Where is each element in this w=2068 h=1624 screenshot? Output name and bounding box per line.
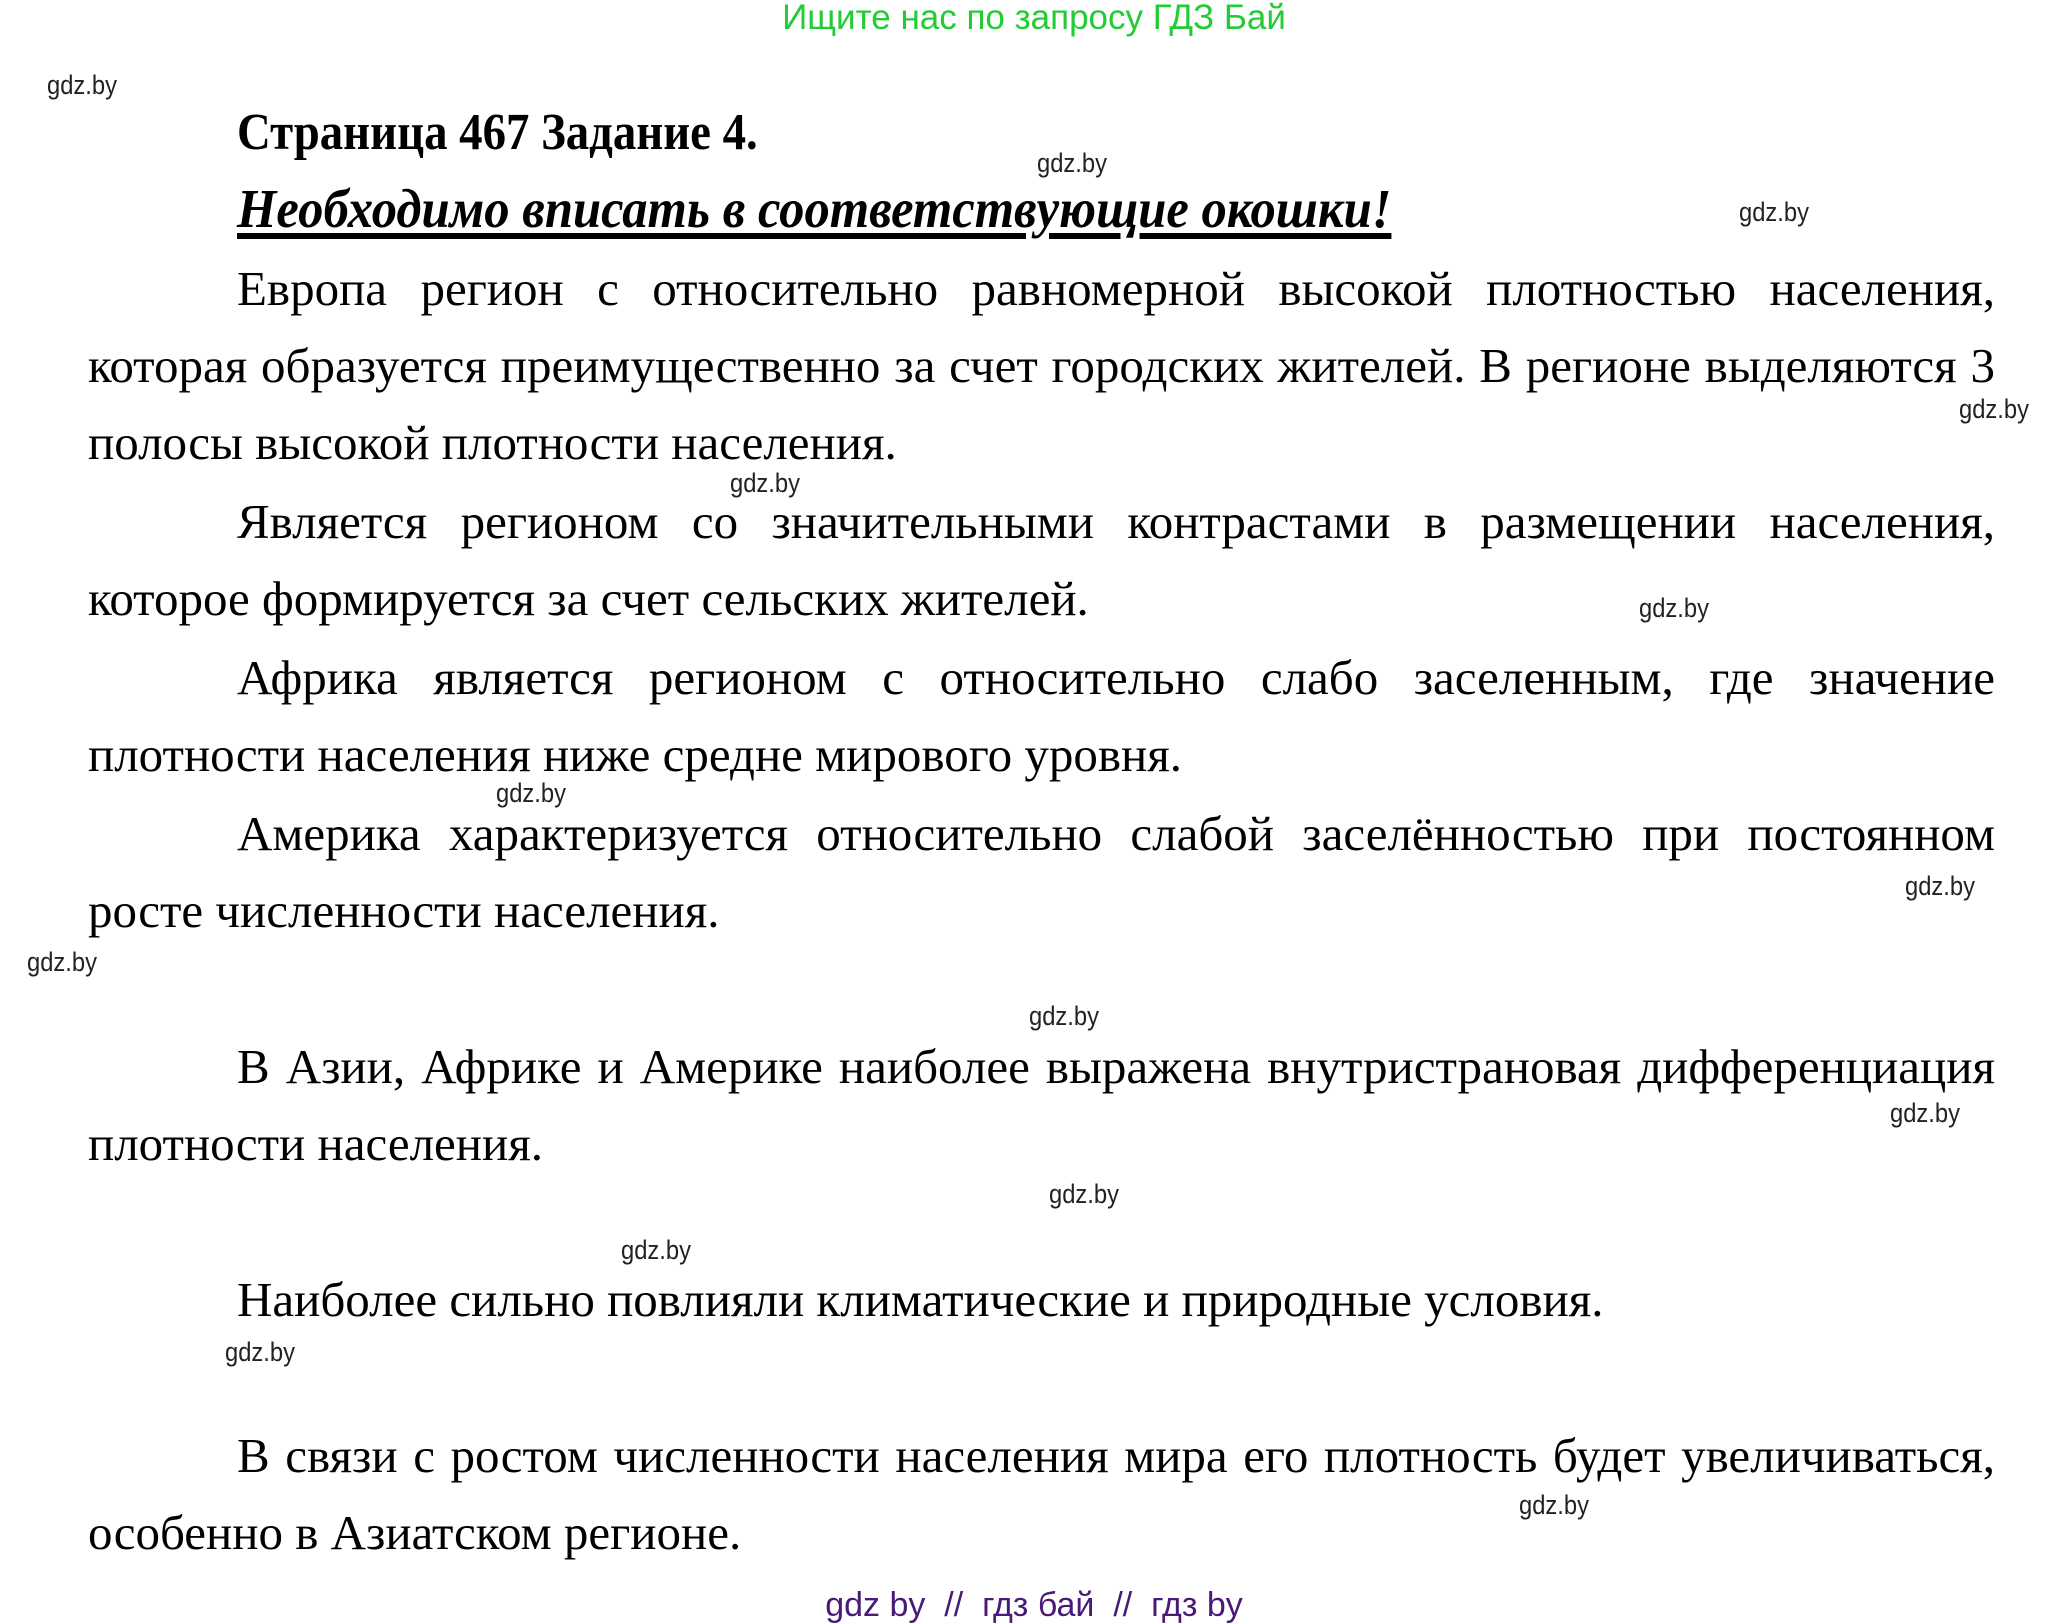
watermark: gdz.by (621, 1235, 692, 1265)
watermark: gdz.by (1049, 1179, 1120, 1209)
watermark: gdz.by (496, 778, 567, 808)
page-title: Страница 467 Задание 4. (237, 104, 758, 161)
paragraph-europe: Европа регион с относительно равномерной высокой плотностью населения, которая образуется преимущественно за счет городских жителей. В регионе выделяются 3 полосы высокой плотности населения. (88, 261, 1995, 470)
watermark: gdz.by (1639, 593, 1710, 623)
paragraph-forecast: В связи с ростом численности населения мира его плотность будет увеличиваться, особенно в Азиатском регионе. (88, 1428, 1995, 1560)
paragraph-asia: Является регионом со значительными контрастами в размещении населения, которое формируется за счет сельских жителей. (88, 494, 1995, 626)
watermark: gdz.by (1739, 197, 1810, 227)
watermark: gdz.by (730, 468, 801, 498)
watermark: gdz.by (225, 1337, 296, 1367)
watermark: gdz.by (1890, 1098, 1961, 1128)
watermark: gdz.by (1037, 148, 1108, 178)
paragraph-differentiation: В Азии, Африке и Америке наиболее выражена внутристрановая дифференциация плотности населения. (88, 1039, 1995, 1171)
watermark: gdz.by (27, 947, 98, 977)
watermark: gdz.by (1519, 1490, 1590, 1520)
paragraph-america: Америка характеризуется относительно слабой заселённостью при постоянном росте численности населения. (88, 806, 1995, 938)
footer-watermark: gdz by // гдз бай // гдз by (825, 1586, 1243, 1624)
paragraph-africa: Африка является регионом с относительно слабо заселенным, где значение плотности населения ниже средне мирового уровня. (88, 650, 1995, 782)
watermark: gdz.by (1905, 871, 1976, 901)
paragraph-factors: Наиболее сильно повлияли климатические и природные условия. (237, 1272, 1604, 1327)
search-banner: Ищите нас по запросу ГДЗ Бай (782, 0, 1286, 37)
watermark: gdz.by (47, 70, 118, 100)
watermark: gdz.by (1959, 394, 2030, 424)
task-instruction: Необходимо вписать в соответствующие окошки! (237, 178, 1392, 239)
watermark: gdz.by (1029, 1001, 1100, 1031)
